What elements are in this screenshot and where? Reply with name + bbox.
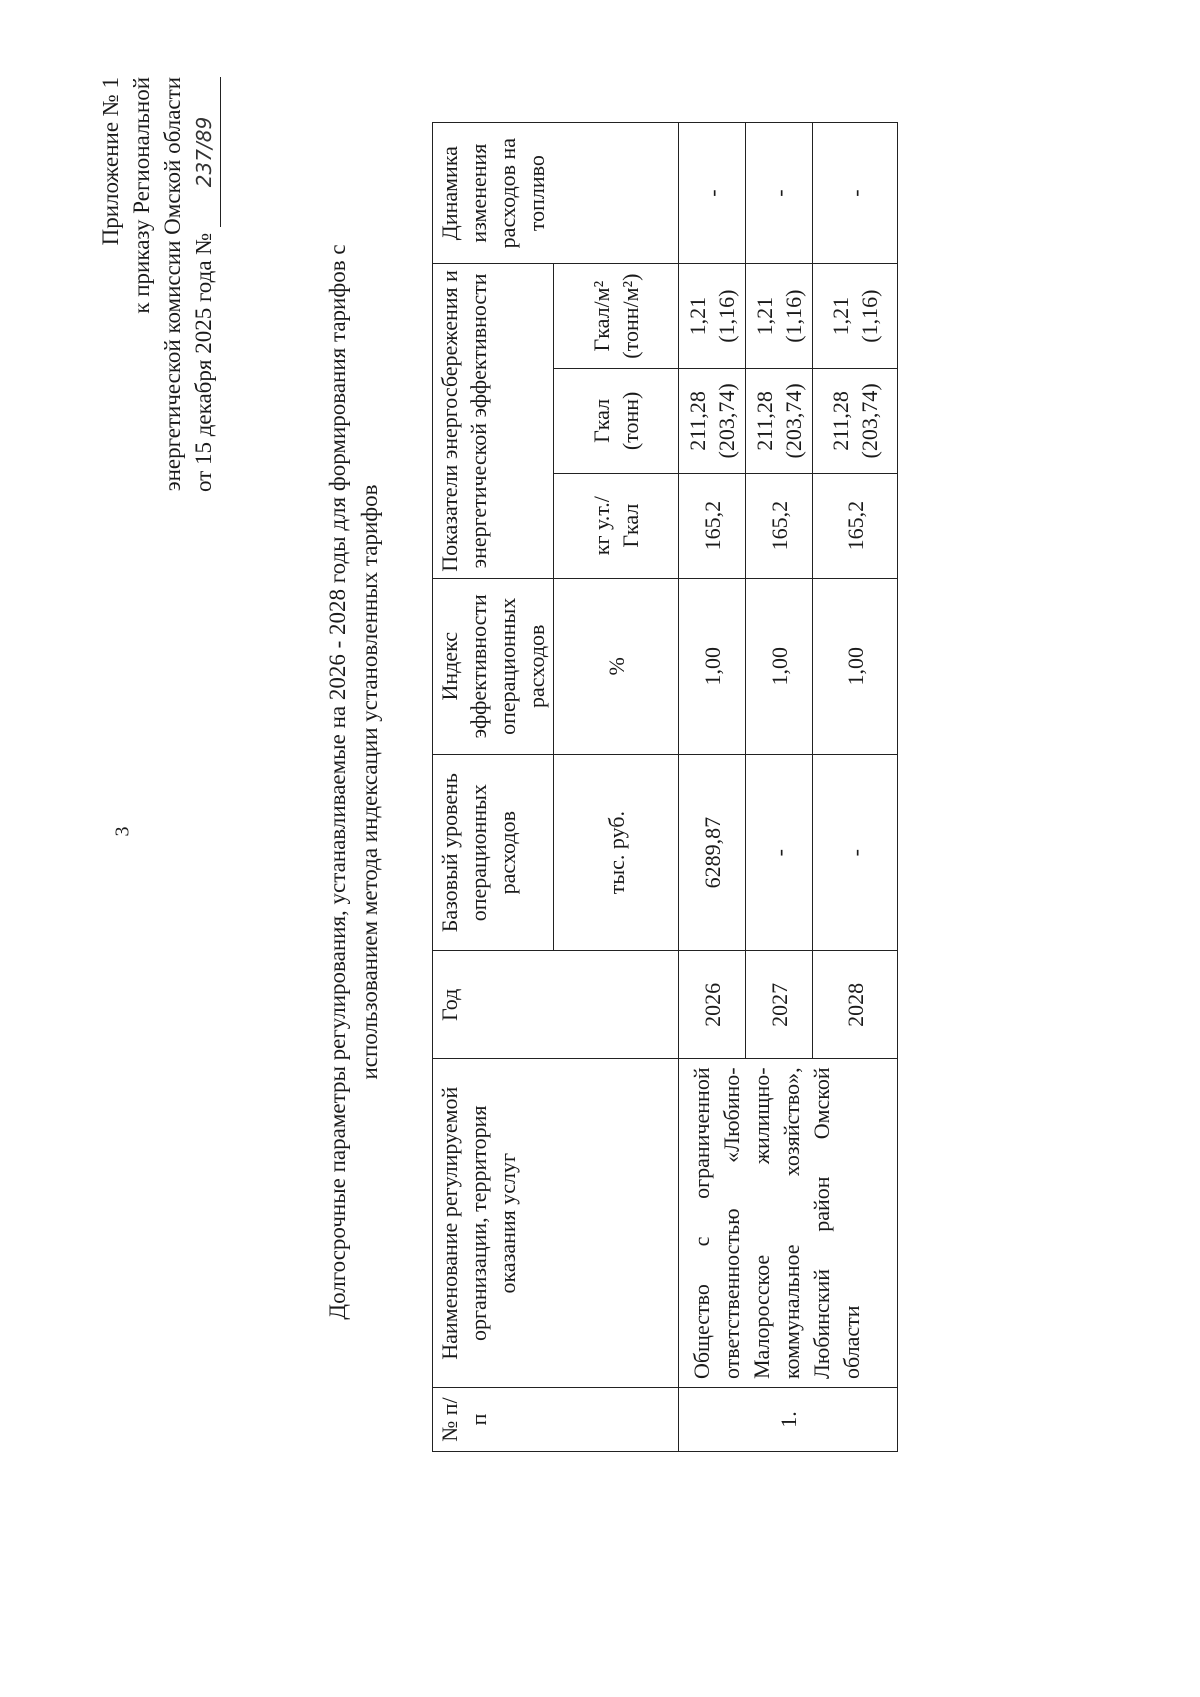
cell-year: 2027 — [746, 951, 813, 1059]
unit-gcal-m2: Гкал/м² (тонн/м²) — [554, 264, 679, 369]
cell-dynamics: - — [679, 123, 746, 264]
cell-gcal-m2: 1,21 (1,16) — [679, 264, 746, 369]
cell-base: - — [746, 755, 813, 951]
header-no: № п/п — [433, 1388, 679, 1452]
unit-base: тыс. руб. — [554, 755, 679, 951]
unit-gcal: Гкал (тонн) — [554, 369, 679, 474]
header-index: Индекс эффективности операционных расходов — [433, 578, 554, 754]
header-energy: Показатели энергосбережения и энергетической эффективности — [433, 264, 554, 578]
cell-index: 1,00 — [813, 578, 898, 754]
appendix-line-2: к приказу Региональной — [129, 77, 154, 314]
title-line-2: использованием метода индексации установленных тарифов — [357, 484, 382, 1080]
cell-index: 1,00 — [679, 578, 746, 754]
header-year: Год — [433, 951, 679, 1059]
cell-dynamics: - — [746, 123, 813, 264]
document-title — [322, 167, 386, 1397]
cell-gcal-m2: 1,21 (1,16) — [746, 264, 813, 369]
appendix-header — [95, 77, 221, 637]
page-number: 3 — [111, 826, 134, 837]
cell-base: - — [813, 755, 898, 951]
organization-name: Общество с ограниченной ответственностью «Любино-Малоросское жилищно-коммунальное хозяйство», Любинский район Омской области — [679, 1059, 898, 1388]
order-number-handwritten: 237/89 — [189, 77, 221, 227]
title-line-1: Долгосрочные параметры регулирования, устанавливаемые на 2026 - 2028 годы для формирования тарифов с — [325, 244, 350, 1320]
appendix-date: от 15 декабря 2025 года № — [191, 232, 216, 493]
unit-kg: кг у.т./ Гкал — [554, 473, 679, 578]
parameters-table — [432, 122, 898, 1452]
cell-dynamics: - — [813, 123, 898, 264]
cell-kg: 165,2 — [746, 473, 813, 578]
cell-gcal: 211,28 (203,74) — [679, 369, 746, 474]
table-row — [679, 123, 746, 1452]
cell-kg: 165,2 — [679, 473, 746, 578]
cell-year: 2028 — [813, 951, 898, 1059]
cell-base: 6289,87 — [679, 755, 746, 951]
cell-gcal: 211,28 (203,74) — [746, 369, 813, 474]
row-number: 1. — [679, 1388, 898, 1452]
cell-gcal-m2: 1,21 (1,16) — [813, 264, 898, 369]
header-dynamics: Динамика изменения расходов на топливо — [433, 123, 679, 264]
cell-index: 1,00 — [746, 578, 813, 754]
appendix-line-3: энергетической комиссии Омской области — [160, 77, 185, 492]
cell-gcal: 211,28 (203,74) — [813, 369, 898, 474]
appendix-line-1: Приложение № 1 — [98, 77, 123, 246]
appendix-line-4 — [188, 77, 221, 637]
header-row — [433, 123, 554, 1452]
cell-year: 2026 — [679, 951, 746, 1059]
header-base: Базовый уровень операционных расходов — [433, 755, 554, 951]
header-org: Наименование регулируемой организации, территория оказания услуг — [433, 1059, 679, 1388]
cell-kg: 165,2 — [813, 473, 898, 578]
unit-index: % — [554, 578, 679, 754]
